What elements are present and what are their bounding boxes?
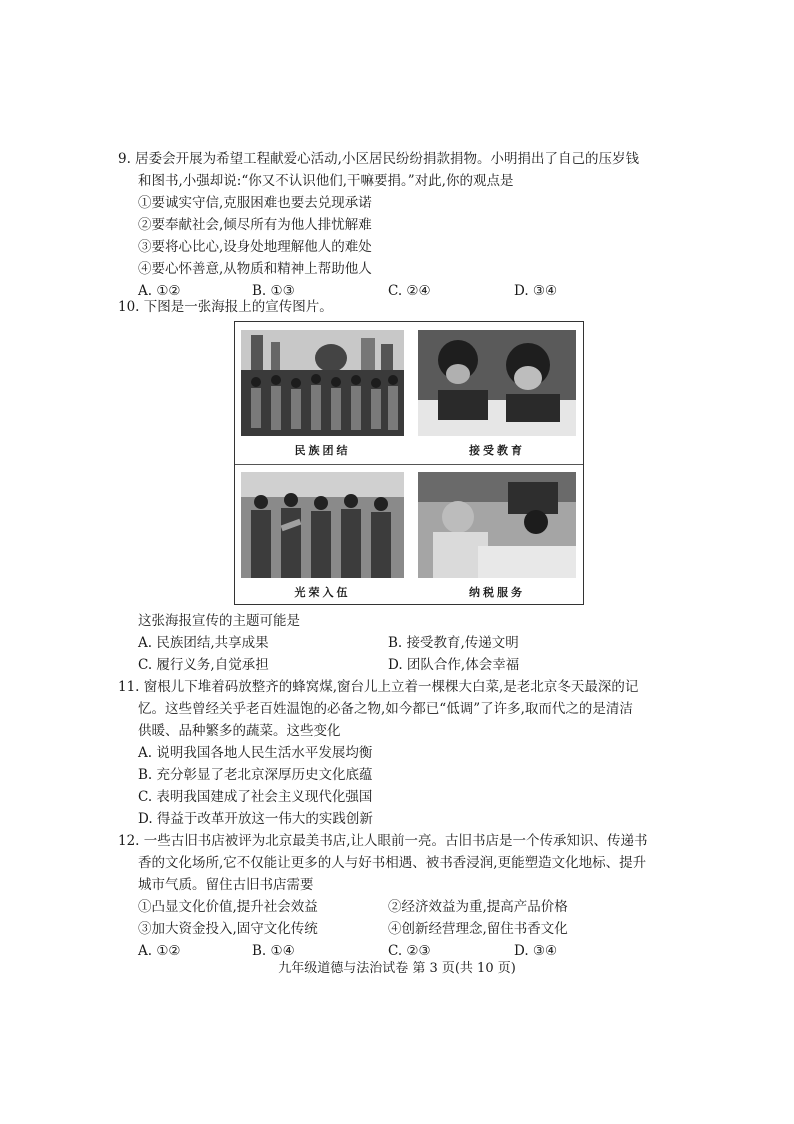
question-10-stem: 10. 下图是一张海报上的宣传图片。	[118, 299, 333, 315]
question-12-option-b[interactable]: B. ①④	[252, 943, 295, 959]
question-11-stem-line-2: 忆。这些曾经关乎老百姓温饱的必备之物,如今都已“低调”了许多,取而代之的是清洁	[138, 701, 633, 717]
question-12-statement-3: ③加大资金投入,固守文化传统	[138, 921, 318, 937]
question-10-option-d[interactable]: D. 团队合作,体会幸福	[388, 657, 520, 673]
poster-divider	[235, 464, 583, 465]
question-9-option-c[interactable]: C. ②④	[388, 283, 431, 299]
question-11-option-b[interactable]: B. 充分彰显了老北京深厚历史文化底蕴	[138, 767, 373, 783]
question-10	[118, 296, 618, 318]
question-12-option-c[interactable]: C. ②③	[388, 943, 431, 959]
photo-enlistment	[241, 472, 404, 578]
question-10-options-row-1	[118, 632, 618, 654]
photo-tax-service	[418, 472, 576, 578]
caption-ethnic-unity: 民族团结	[294, 444, 351, 457]
question-10-body	[118, 610, 618, 676]
question-10-prompt: 这张海报宣传的主题可能是	[138, 613, 300, 629]
question-11-option-c[interactable]: C. 表明我国建成了社会主义现代化强国	[138, 789, 373, 805]
question-12-statements-row-2	[118, 918, 618, 940]
question-11-stem-line-1: 11. 窗根儿下堆着码放整齐的蜂窝煤,窗台儿上立着一棵棵大白菜,是老北京冬天最深的记	[118, 679, 639, 695]
question-12-statement-1: ①凸显文化价值,提升社会效益	[138, 899, 318, 915]
caption-education: 接受教育	[469, 444, 525, 457]
question-12-option-d[interactable]: D. ③④	[514, 943, 558, 959]
question-9-statement-3: ③要将心比心,设身处地理解他人的难处	[138, 239, 372, 255]
question-9-statement-1: ①要诚实守信,克服困难也要去兑现承诺	[138, 195, 372, 211]
question-12-statement-4: ④创新经营理念,留住书香文化	[388, 921, 568, 937]
question-10-option-c[interactable]: C. 履行义务,自觉承担	[138, 657, 269, 673]
question-11-option-a[interactable]: A. 说明我国各地人民生活水平发展均衡	[138, 745, 373, 761]
question-9-stem-line-2: 和图书,小强却说:“你又不认识他们,干嘛要捐。”对此,你的观点是	[138, 173, 514, 189]
question-9-stem-line-1: 9. 居委会开展为希望工程献爱心活动,小区居民纷纷捐款捐物。小明捐出了自己的压岁钱	[118, 151, 639, 167]
question-11-stem-line-3: 供暖、品种繁多的蔬菜。这些变化	[138, 723, 341, 739]
photo-ethnic-unity	[241, 330, 404, 436]
question-12	[118, 830, 648, 962]
question-12-statements-row-1	[118, 896, 618, 918]
question-9-option-a[interactable]: A. ①②	[138, 283, 181, 299]
question-12-option-a[interactable]: A. ①②	[138, 943, 181, 959]
question-9	[118, 148, 639, 302]
question-12-stem-line-1: 12. 一些古旧书店被评为北京最美书店,让人眼前一亮。古旧书店是一个传承知识、传递书	[118, 833, 648, 849]
question-12-statement-2: ②经济效益为重,提高产品价格	[388, 899, 568, 915]
question-12-stem-line-3: 城市气质。留住古旧书店需要	[138, 877, 314, 893]
page-footer: 九年级道德与法治试卷 第 3 页(共 10 页)	[278, 961, 516, 976]
question-9-option-d[interactable]: D. ③④	[514, 283, 558, 299]
question-11	[118, 676, 639, 830]
photo-education	[418, 330, 576, 436]
caption-enlistment: 光荣入伍	[294, 586, 351, 599]
question-11-option-d[interactable]: D. 得益于改革开放这一伟大的实践创新	[138, 811, 373, 827]
poster-image	[234, 321, 584, 605]
question-10-option-a[interactable]: A. 民族团结,共享成果	[138, 635, 269, 651]
question-9-option-b[interactable]: B. ①③	[252, 283, 295, 299]
question-9-statement-2: ②要奉献社会,倾尽所有为他人排忧解难	[138, 217, 372, 233]
question-12-stem-line-2: 香的文化场所,它不仅能让更多的人与好书相遇、被书香浸润,更能塑造文化地标、提升	[138, 855, 647, 871]
question-9-statement-4: ④要心怀善意,从物质和精神上帮助他人	[138, 261, 372, 277]
caption-tax-service: 纳税服务	[469, 586, 525, 599]
question-10-options-row-2	[118, 654, 618, 676]
question-10-option-b[interactable]: B. 接受教育,传递文明	[388, 635, 519, 651]
